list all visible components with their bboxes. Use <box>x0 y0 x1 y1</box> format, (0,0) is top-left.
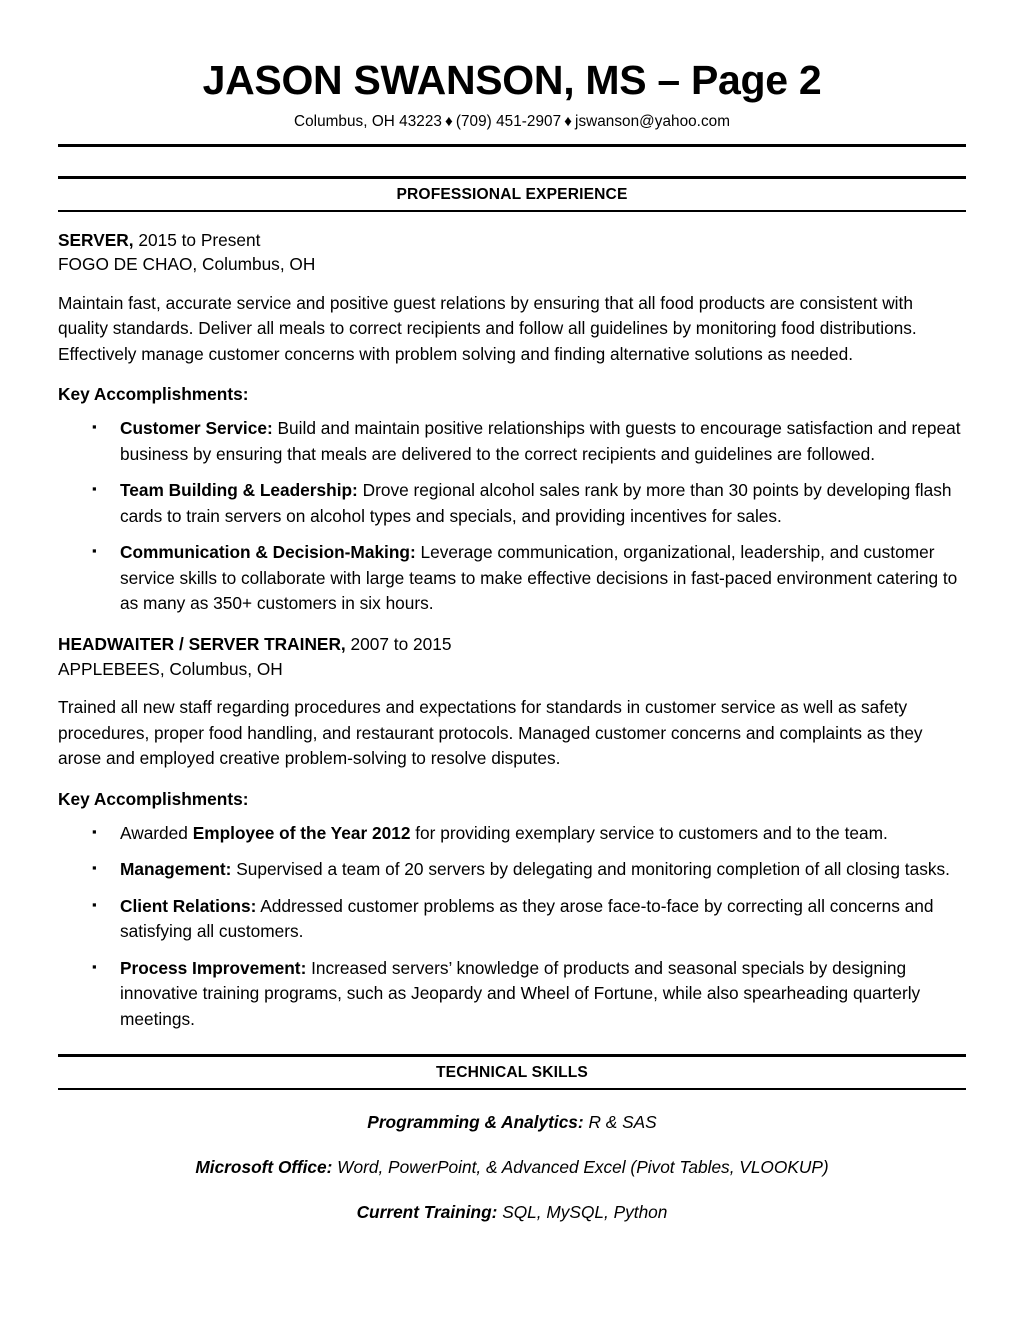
bullet-text: Leverage communication, organizational, leadership, and customer service skills to collaborate with large teams to make effective decisions in fast-paced environment catering to as many as 350+ customers in six hours. <box>120 542 958 613</box>
bullet-text: Supervised a team of 20 servers by delegating and monitoring completion of all closing tasks. <box>231 859 950 880</box>
bullet-lead-label: Management: <box>120 859 232 880</box>
bullet-text: Drove regional alcohol sales rank by more than 30 points by developing flash cards to train servers on alcohol types and specials, and providing incentives for sales. <box>120 480 952 526</box>
bullet-lead-label: Process Improvement: <box>120 957 307 978</box>
bullet-text: Build and maintain positive relationships with guests to encourage satisfaction and repeat business by ensuring that meals are delivered to the correct recipients and guidelines are followed. <box>120 418 961 464</box>
skill-label: Microsoft Office: <box>195 1157 333 1178</box>
contact-phone: (709) 451-2907 <box>455 112 562 130</box>
section-title-technical-skills: TECHNICAL SKILLS <box>436 1064 588 1081</box>
job-summary: Trained all new staff regarding procedures and expectations for standards in customer service as well as safety procedures, proper food handling, and restaurant protocols. Managed customer concerns and complaints as they arose and employed creative problem-solving to resolve disputes. <box>58 697 923 769</box>
bullet-lead-label: Employee of the Year 2012 <box>192 823 411 844</box>
skill-label: Current Training: <box>356 1202 498 1223</box>
contact-separator-1: ♦ <box>444 112 453 130</box>
square-bullet-icon: ▪ <box>92 958 97 974</box>
job-dates: 2007 to 2015 <box>345 634 452 655</box>
contact-separator-2: ♦ <box>564 112 572 130</box>
square-bullet-icon: ▪ <box>92 896 97 912</box>
accomplishments-label: Key Accomplishments: <box>58 384 249 405</box>
job-entry <box>58 228 966 617</box>
bullet-lead-label: Team Building & Leadership: <box>120 480 358 501</box>
square-bullet-icon: ▪ <box>92 543 97 559</box>
list-item <box>58 416 966 467</box>
list-item <box>58 540 966 616</box>
list-item <box>58 894 966 945</box>
skills-rule-bottom <box>58 1088 966 1090</box>
accomplishments-list <box>58 416 966 616</box>
experience-rule-bottom <box>58 210 966 212</box>
skill-value: SQL, MySQL, Python <box>497 1202 668 1223</box>
header-divider <box>58 144 966 147</box>
job-company: APPLEBEES, Columbus, OH <box>58 658 283 679</box>
section-title-professional-experience: PROFESSIONAL EXPERIENCE <box>396 185 628 203</box>
bullet-lead-label: Client Relations: <box>120 895 257 916</box>
bullet-text: Addressed customer problems as they arose face-to-face by correcting all concerns and satisfying all customers. <box>120 895 934 942</box>
bullet-text: Increased servers’ knowledge of products and seasonal specials by designing innovative training programs, such as Jeopardy and Wheel of Fortune, while also spearheading quarterly meetings. <box>120 957 921 1029</box>
technical-skills-list <box>58 1110 966 1225</box>
skill-label: Programming & Analytics: <box>367 1112 584 1132</box>
square-bullet-icon: ▪ <box>92 419 97 435</box>
list-item <box>58 478 966 529</box>
square-bullet-icon: ▪ <box>92 481 97 497</box>
job-role: SERVER, <box>58 229 134 250</box>
square-bullet-icon: ▪ <box>92 824 97 840</box>
section-technical-skills <box>58 1054 966 1090</box>
bullet-lead-label: Communication & Decision-Making: <box>120 542 416 563</box>
job-entry <box>58 632 966 1032</box>
job-title-line <box>58 228 966 253</box>
skill-value: R & SAS <box>583 1112 657 1132</box>
accomplishments-list <box>58 821 966 1032</box>
page-title: JASON SWANSON, MS – Page 2 <box>202 57 822 103</box>
job-summary: Maintain fast, accurate service and positive guest relations by ensuring that all food products are consistent with quality standards. Deliver all meals to correct recipients and follow all guidelines by monitoring food distributions. Effectively manage customer concerns with problem solving and finding alternative solutions as needed. <box>58 292 917 364</box>
skill-value: Word, PowerPoint, & Advanced Excel (Pivot Tables, VLOOKUP) <box>332 1157 829 1178</box>
contact-email: jswanson@yahoo.com <box>575 112 731 130</box>
skill-line <box>58 1110 966 1135</box>
section-professional-experience <box>58 176 966 212</box>
bullet-lead-label: Customer Service: <box>120 418 273 439</box>
bullet-prefix: Awarded <box>120 823 193 844</box>
square-bullet-icon: ▪ <box>92 860 97 876</box>
job-role: HEADWAITER / SERVER TRAINER, <box>58 634 346 655</box>
job-title-line <box>58 632 966 657</box>
contact-line <box>58 112 966 132</box>
job-dates: 2015 to Present <box>133 229 261 250</box>
skill-line <box>58 1200 966 1225</box>
list-item <box>58 821 966 846</box>
contact-location: Columbus, OH 43223 <box>293 112 442 130</box>
list-item <box>58 956 966 1032</box>
accomplishments-label: Key Accomplishments: <box>58 789 249 810</box>
job-company: FOGO DE CHAO, Columbus, OH <box>58 254 316 275</box>
list-item <box>58 857 966 882</box>
bullet-text: for providing exemplary service to customers and to the team. <box>410 823 888 844</box>
skill-line <box>58 1155 966 1180</box>
